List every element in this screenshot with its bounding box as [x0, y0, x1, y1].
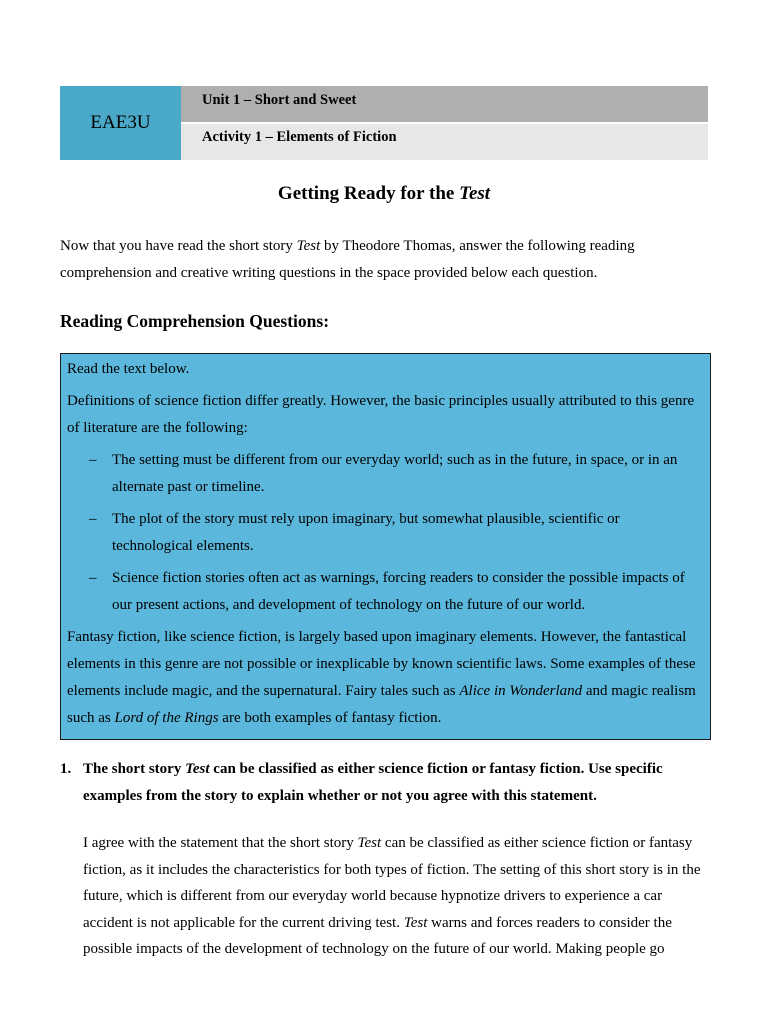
activity-bar	[181, 124, 708, 160]
question-text-2: can be classified as either science fiction or fantasy fiction. Use specific examples from the story to explain whether or not you agree with this statement.	[83, 761, 663, 804]
question-1	[60, 756, 700, 810]
intro-paragraph	[60, 233, 710, 287]
reading-lead: Read the text below.	[67, 361, 190, 377]
dash-bullet-icon: –	[89, 452, 97, 468]
dash-bullet-icon: –	[89, 511, 97, 527]
question-text-1: The short story	[83, 761, 186, 777]
list-item-text: Science fiction stories often act as warnings, forcing readers to consider the possible impacts of our present actions, and development of technology on the future of our world.	[112, 570, 685, 613]
fantasy-text-3: are both examples of fantasy fiction.	[218, 710, 442, 726]
principles-list	[67, 447, 702, 619]
answer-story-title-2: Test	[403, 914, 428, 931]
unit-bar	[181, 86, 708, 122]
fantasy-paragraph	[67, 624, 702, 732]
answer-text-3: warns and forces readers to consider the possible impacts of the development of technology on the future of our world. Making people go	[83, 914, 672, 957]
dash-bullet-icon: –	[89, 570, 97, 586]
list-item	[67, 447, 702, 501]
answer-text-2: can be classified as either science fiction or fantasy fiction, as it includes the characteristics for both types of fiction. The setting of this short story is in the future, which is different from our everyday world because hypnotize drivers to experience a car accident is not applicable for the current driving test.	[83, 835, 701, 931]
list-item	[67, 506, 702, 560]
fantasy-text-2: and magic realism such as	[67, 683, 696, 726]
intro-text-2: by Theodore Thomas, answer the following reading comprehension and creative writing questions in the space provided below each question.	[60, 238, 635, 281]
page-title-main: Getting Ready for the	[277, 183, 460, 204]
fantasy-title-2: Lord of the Rings	[114, 710, 219, 726]
reading-definitions: Definitions of science fiction differ greatly. However, the basic principles usually attributed to this genre of literature are the following:	[67, 393, 695, 436]
unit-title: Unit 1 – Short and Sweet	[202, 92, 357, 108]
page-title-italic: Test	[459, 183, 491, 204]
page-title	[0, 183, 768, 205]
activity-title: Activity 1 – Elements of Fiction	[202, 129, 397, 145]
list-item-text: The setting must be different from our everyday world; such as in the future, in space, or in an alternate past or timeline.	[112, 452, 678, 495]
fantasy-text-1: Fantasy fiction, like science fiction, is largely based upon imaginary elements. However, the fantastical elements in this genre are not possible or inexplicable by known scientific laws. Some examples of these elements include magic, and the supernatural. Fairy tales such as	[67, 629, 696, 699]
list-item-text: The plot of the story must rely upon imaginary, but somewhat plausible, scientific or technological elements.	[112, 511, 620, 554]
answer-story-title-1: Test	[357, 835, 382, 851]
answer-text-1: I agree with the statement that the short story	[83, 835, 358, 851]
section-heading: Reading Comprehension Questions:	[60, 311, 330, 331]
reading-text-box	[60, 353, 711, 740]
question-story-title: Test	[185, 761, 210, 777]
question-number: 1.	[60, 761, 72, 777]
intro-text-1: Now that you have read the short story	[60, 238, 297, 254]
question-text	[83, 756, 700, 810]
course-code-box	[60, 86, 181, 160]
list-item	[67, 565, 702, 619]
fantasy-title-1: Alice in Wonderland	[459, 683, 583, 699]
course-code: EAE3U	[90, 112, 151, 133]
answer-1[interactable]	[83, 830, 713, 963]
intro-story-title: Test	[296, 238, 321, 254]
document-header	[60, 86, 708, 160]
